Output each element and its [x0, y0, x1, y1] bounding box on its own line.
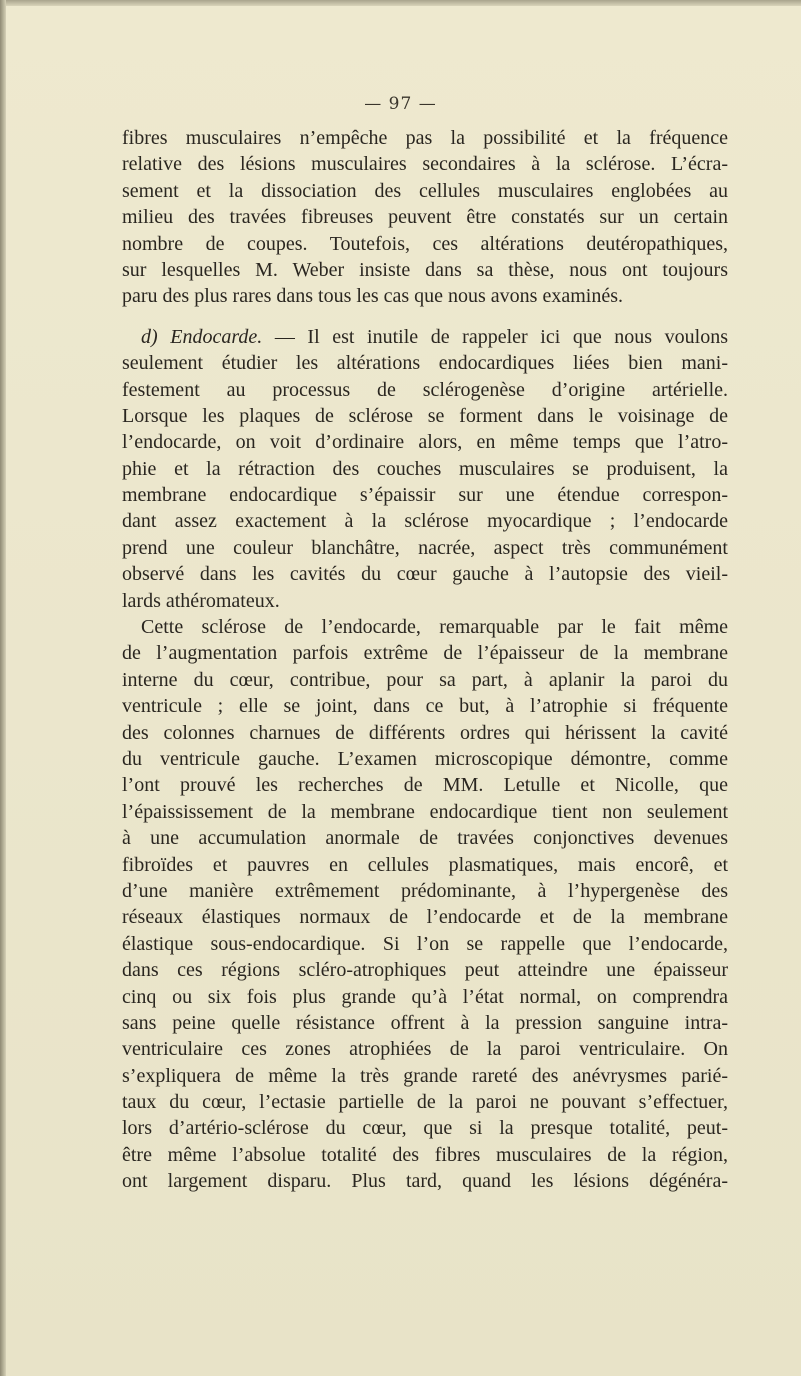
page-number: — 97 — — [364, 94, 437, 114]
text-line: l’ont prouvé les recherches de MM. Letulle et Nicolle, que — [122, 774, 728, 797]
text-line: nombre de coupes. Toutefois, ces altérations deutéropathiques, — [122, 232, 728, 255]
text-line: du ventricule gauche. L’examen microscopique démontre, comme — [122, 747, 728, 770]
paragraph-gap — [122, 310, 728, 324]
text-line: cinq ou six fois plus grande qu’à l’état normal, on comprendra — [122, 985, 728, 1008]
text-line: fibres musculaires n’empêche pas la possibilité et la fréquence — [122, 127, 728, 149]
text-line: élastique sous-endocardique. Si l’on se rappelle que l’endocarde, — [122, 932, 728, 955]
text-line: relative des lésions musculaires secondaires à la sclérose. L’écra- — [122, 153, 728, 176]
text-line: à une accumulation anormale de travées conjonctives devenues — [122, 827, 728, 850]
text-line: sement et la dissociation des cellules musculaires englobées au — [122, 179, 728, 202]
text-line: réseaux élastiques normaux de l’endocarde et de la membrane — [122, 906, 728, 929]
text-line: ventricule ; elle se joint, dans ce but, à l’atrophie si fréquente — [122, 695, 728, 718]
text-line: ventriculaire ces zones atrophiées de la paroi ventriculaire. On — [122, 1038, 728, 1061]
text-line: d’une manière extrêmement prédominante, à l’hypergenèse des — [122, 879, 728, 902]
text-line: prend une couleur blanchâtre, nacrée, aspect très communément — [122, 536, 728, 559]
text-line: l’épaississement de la membrane endocardique tient non seulement — [122, 800, 728, 823]
text-line: seulement étudier les altérations endocardiques liées bien mani- — [122, 352, 728, 375]
text-line: phie et la rétraction des couches musculaires se produisent, la — [122, 457, 728, 480]
text-line: taux du cœur, l’ectasie partielle de la paroi ne pouvant s’effectuer, — [122, 1091, 728, 1114]
text-line: Cette sclérose de l’endocarde, remarquable par le fait même — [141, 616, 728, 639]
text-line: être même l’absolue totalité des fibres musculaires de la région, — [122, 1143, 728, 1166]
text-line: dant assez exactement à la sclérose myocardique ; l’endocarde — [122, 510, 728, 533]
paragraph-3 — [122, 614, 728, 1195]
page-left-edge — [0, 0, 6, 1376]
text-line: fibroïdes et pauvres en cellules plasmatiques, mais encorê, et — [122, 853, 728, 876]
text-line: milieu des travées fibreuses peuvent être constatés sur un certain — [122, 206, 728, 229]
text-line: sans peine quelle résistance offrent à la pression sanguine intra- — [122, 1011, 728, 1034]
heading-line-rest: — Il est inutile de rappeler ici que nous voulons — [262, 325, 729, 348]
text-line: interne du cœur, contribue, pour sa part, à aplanir la paroi du — [122, 668, 728, 691]
text-line: ont largement disparu. Plus tard, quand les lésions dégénéra- — [122, 1170, 728, 1193]
paragraph-2 — [122, 324, 728, 614]
text-line: lors d’artério-sclérose du cœur, que si la presque totalité, peut- — [122, 1117, 728, 1140]
text-line: des colonnes charnues de différents ordres qui hérissent la cavité — [122, 721, 728, 744]
section-heading: d) Endocarde. — [141, 325, 263, 348]
text-line — [122, 324, 728, 350]
text-line: paru des plus rares dans tous les cas que nous avons examinés. — [122, 285, 623, 308]
body-text — [122, 125, 728, 1195]
text-line: de l’augmentation parfois extrême de l’épaisseur de la membrane — [122, 642, 728, 665]
text-line: l’endocarde, on voit d’ordinaire alors, en même temps que l’atro- — [122, 431, 728, 454]
text-line: observé dans les cavités du cœur gauche à l’autopsie des vieil- — [122, 563, 728, 586]
text-line: Lorsque les plaques de sclérose se forment dans le voisinage de — [122, 404, 728, 427]
text-line: festement au processus de sclérogenèse d’origine artérielle. — [122, 378, 728, 401]
text-line: lards athéromateux. — [122, 589, 280, 612]
text-line: s’expliquera de même la très grande rareté des anévrysmes parié- — [122, 1064, 728, 1087]
text-line: sur lesquelles M. Weber insiste dans sa thèse, nous ont toujours — [122, 258, 728, 281]
page-top-edge — [0, 0, 801, 6]
paragraph-1 — [122, 125, 728, 310]
text-line: dans ces régions scléro-atrophiques peut atteindre une épaisseur — [122, 959, 728, 982]
text-line: membrane endocardique s’épaissir sur une étendue correspon- — [122, 484, 728, 507]
